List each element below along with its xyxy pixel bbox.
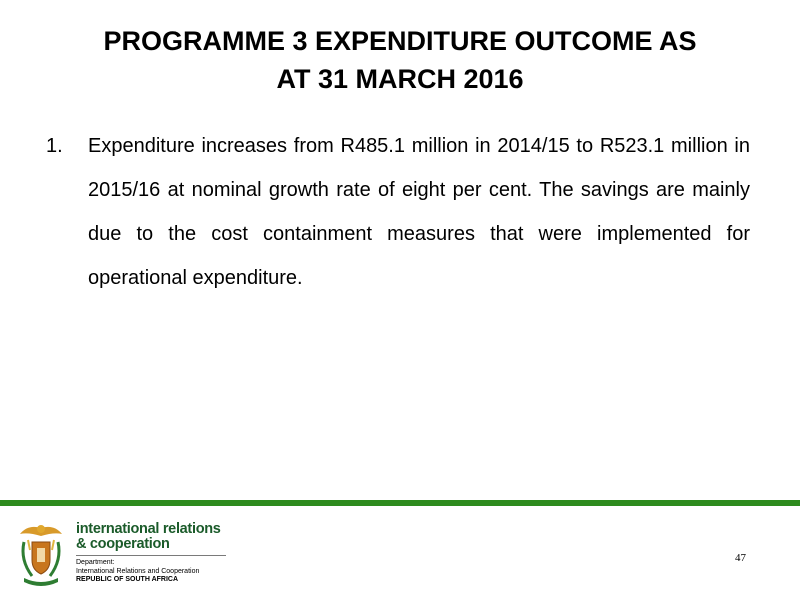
page-number: 47 — [735, 552, 746, 564]
dept-name: International Relations and Cooperation — [76, 567, 200, 575]
coat-of-arms-icon — [16, 520, 66, 586]
list-item-text: Expenditure increases from R485.1 million in 2014/15 to R523.1 million in 2015/16 at nominal growth rate of eight per cent. The savings are mainly due to the cost containment measures that were implemented for operational expenditure. — [88, 135, 750, 289]
slide-title-line-2: AT 31 MARCH 2016 — [276, 64, 524, 94]
country-name: REPUBLIC OF SOUTH AFRICA — [76, 576, 179, 583]
department-logo — [16, 518, 246, 590]
logo-divider — [76, 555, 226, 556]
dept-label: Department: — [76, 559, 115, 566]
slide-title — [0, 22, 800, 98]
list-item-number: 1. — [46, 135, 63, 157]
logo-text — [76, 522, 246, 585]
slide-title-line-1: PROGRAMME 3 EXPENDITURE OUTCOME AS — [103, 26, 697, 56]
org-name-line-2: & cooperation — [76, 536, 170, 552]
org-name-line-1: international relations — [76, 521, 221, 537]
list-item — [46, 124, 750, 300]
numbered-list — [46, 124, 750, 300]
footer-divider-bar — [0, 500, 800, 506]
